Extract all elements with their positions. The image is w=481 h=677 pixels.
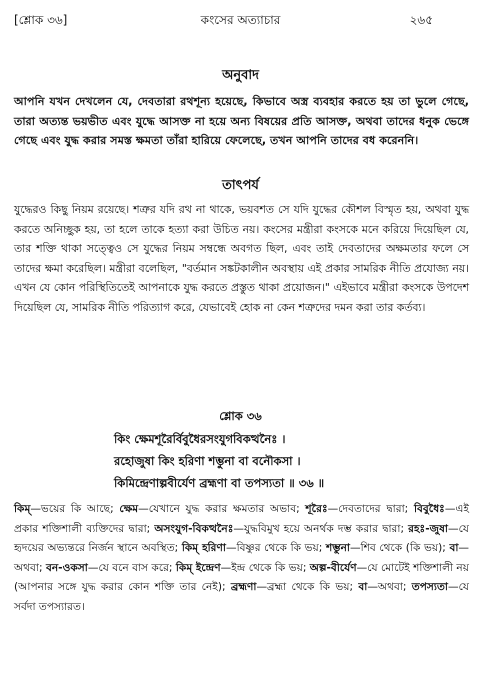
synonym-meaning: —যেখানে যুদ্ধ করার ক্ষমতার অভাব; <box>138 503 306 515</box>
page-number: ২৬৫ <box>409 13 433 27</box>
synonym-meaning: —দেবতাদের দ্বারা; <box>327 503 414 515</box>
translation-text: আপনি যখন দেখলেন যে, দেবতারা রথশূন্য হয়েছে, কিভাবে অস্ত্র ব্যবহার করতে হয় তা ভুলে গেছে, তারা অত্যন্ত ভয়ভীত এবং যুদ্ধে আসক্ত না হয়ে অন্য বিষয়ের প্রতি আসক্ত, অথবা তাদের ধনুক ভেঙ্গে গেছে এবং যুদ্ধ করার সমস্ত ক্ষমতা তাঁরা হারিয়ে ফেলেছে, তখন আপনি তাদের বধ করেননি। <box>14 95 469 147</box>
synonym-meaning: —শিব থেকে (কি ভয়); <box>349 542 450 554</box>
synonym-meaning: —যে মোটেই শক্তিশালী নয় (আপনার সঙ্গে যুদ্ধ করার কোন শক্তি তার নেই); <box>14 561 469 593</box>
purport-text: যুদ্ধেরও কিছু নিয়ম রয়েছে। শত্রুর যদি রথ না থাকে, ভয়বশত সে যদি যুদ্ধের কৌশল বিস্মৃত হয়, অথবা যুদ্ধ করতে অনিচ্ছুক হয়, তা হলে তাকে হত্যা করা উচিত নয়। কংসের মন্ত্রীরা কংসকে মনে করিয়ে দিয়েছিল যে, তার শক্তি থাকা সত্ত্বেও সে যুদ্ধের নিয়ম সম্বন্ধে অবগত ছিল, এবং তাই দেবতাদের অক্ষমতার ফলে সে তাদের ক্ষমা করেছিল। মন্ত্রীরা বলেছিল, "বর্তমান সঙ্কটকালীন অবস্থায় এই প্রকার সামরিক নীতি প্রযোজ্য নয়। এখন যে কোন পরিস্থিতিতেই আপনাকে যুদ্ধ করতে প্রস্তুত থাকা প্রয়োজন।" এইভাবে মন্ত্রীরা কংসকে উপদেশ দিয়েছিল যে, সামরিক নীতি পরিত্যাগ করে, যেভাবেই হোক না কেন শত্রুদের দমন করা তার কর্তব্য। <box>14 203 469 314</box>
synonym-word: অল্প-বীর্যেণ <box>309 561 357 574</box>
synonym-word: কিম্ হরিণা <box>181 542 226 554</box>
running-title: কংসের অত্যাচার <box>200 13 281 27</box>
synonym-meaning: —অথবা; <box>367 581 412 593</box>
synonym-word: রহঃ-জুষা <box>408 522 448 535</box>
synonym-word: কিম্ ইন্দ্রেণ <box>175 561 221 574</box>
synonym-meaning: —অথবা; <box>14 542 469 574</box>
synonym-word: শম্ভুনা <box>325 542 350 554</box>
verse-label: শ্লোক ৩৬ <box>219 409 262 423</box>
synonym-word: অসংযুগ-বিকত্থনৈঃ <box>154 522 234 535</box>
purport-heading: তাৎপর্য <box>222 178 259 193</box>
verse-text <box>114 428 454 494</box>
verse-line: কিমিন্দ্রেণাল্পবীর্যেণ ব্রহ্মণা বা তপস্যতা ॥ ৩৬ ॥ <box>114 476 325 490</box>
synonym-meaning: —যে বনে বাস করে; <box>87 561 176 574</box>
synonym-word: বিবুধৈঃ <box>413 503 445 515</box>
synonym-word: বন-ওকসা <box>45 561 88 574</box>
verse-reference: [শ্লোক ৩৬] <box>14 13 68 27</box>
word-meanings <box>14 500 469 617</box>
synonym-meaning: —এই প্রকার শক্তিশালী ব্যক্তিদের দ্বারা; <box>14 503 469 535</box>
synonym-word: ক্ষেম <box>119 503 139 515</box>
translation-heading: অনুবাদ <box>222 68 259 83</box>
synonym-meaning: —বিষ্ণুর থেকে কি ভয়; <box>225 542 326 554</box>
synonym-meaning: —যুদ্ধবিমুখ হয়ে অনর্থক দম্ভ করার দ্বারা; <box>233 522 409 535</box>
synonym-word: বা <box>358 581 368 593</box>
synonym-word: ব্রহ্মণা <box>230 581 257 593</box>
synonym-word: কিম্ <box>14 503 31 515</box>
synonym-meaning: —ইন্দ্র থেকে কি ভয়; <box>220 561 310 574</box>
synonym-meaning: —যে সর্বদা তপস্যারত। <box>14 581 469 613</box>
verse-line: রহোজুষা কিং হরিণা শম্ভুনা বা বনৌকসা । <box>114 454 301 468</box>
synonym-meaning: —যে হৃদয়ের অভ্যন্তরে নির্জন স্থানে অবস্থিত; <box>14 522 469 554</box>
synonym-word: শূরৈঃ <box>305 503 328 515</box>
synonym-meaning: —ব্রহ্মা থেকে কি ভয়; <box>256 581 359 593</box>
synonym-word: তপস্যতা <box>411 581 448 593</box>
verse-line: কিং ক্ষেমশূরৈর্বিবুধৈরসংযুগবিকত্থনৈঃ । <box>114 432 286 446</box>
synonym-word: বা <box>449 542 459 554</box>
synonym-meaning: —ভয়ের কি আছে; <box>30 503 120 515</box>
